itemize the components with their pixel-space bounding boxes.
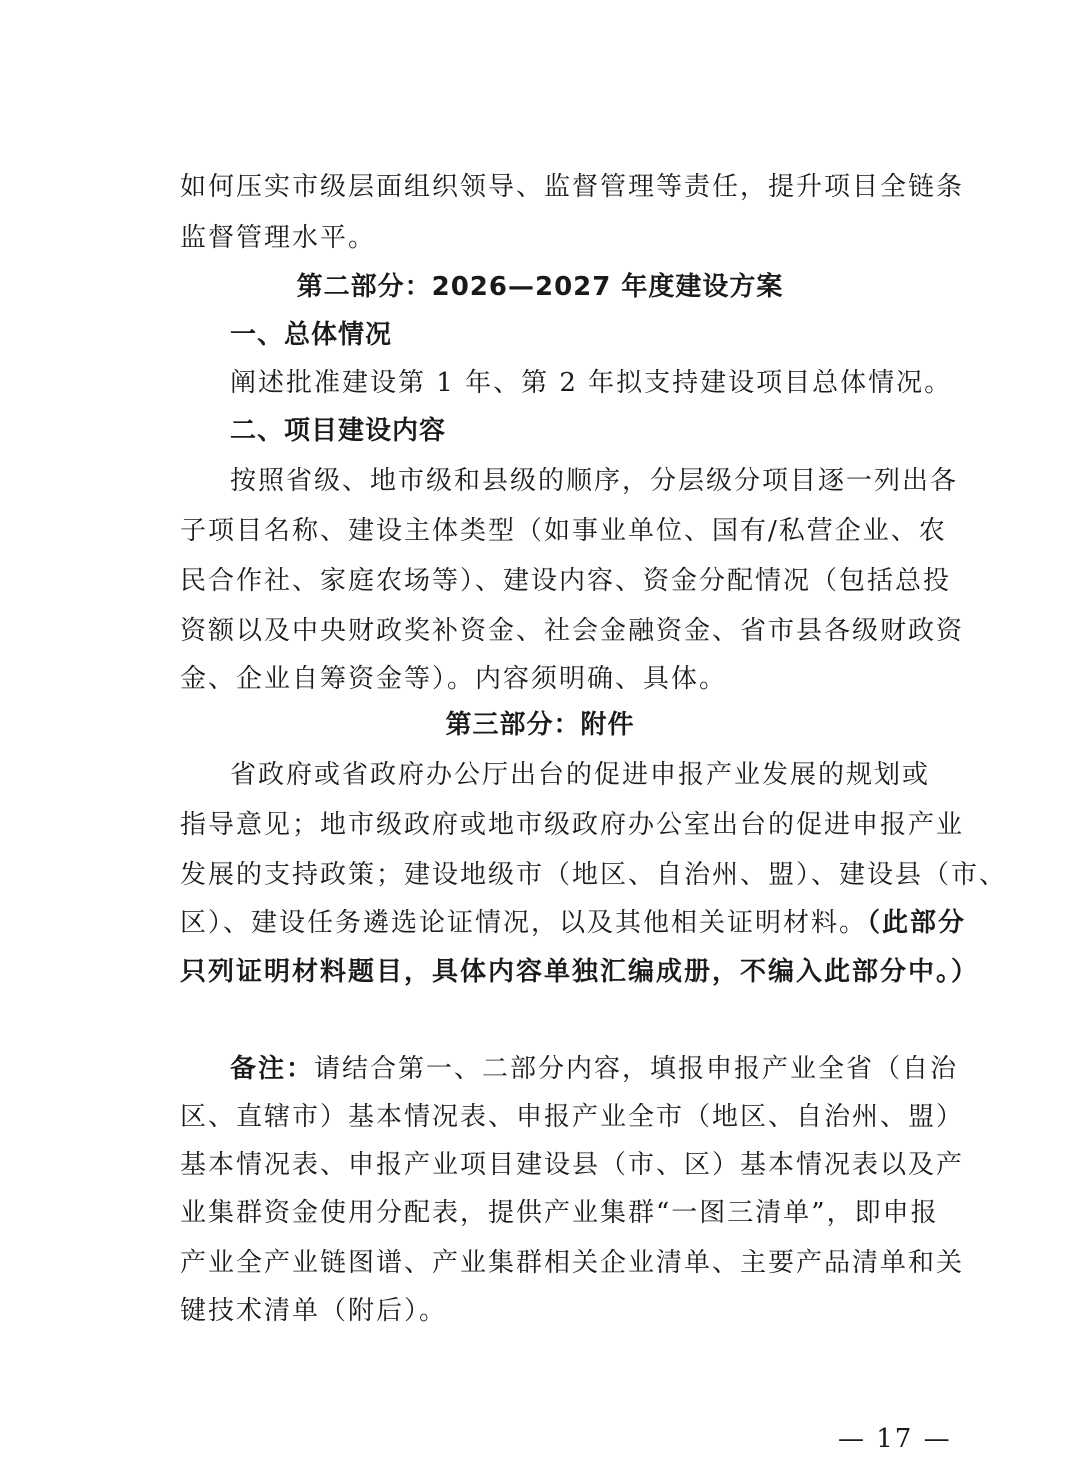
paragraph-text: 区）、建设任务遴选论证情况，以及其他相关证明材料。 [180,908,868,938]
paragraph-line: 发展的支持政策；建设地级市（地区、自治州、盟）、建设县（市、 [180,860,1008,890]
paragraph-line [180,906,966,940]
note-line: 区、直辖市）基本情况表、申报产业全市（地区、自治州、盟） [180,1102,965,1132]
paragraph-line: 指导意见；地市级政府或地市级政府办公室出台的促进申报产业 [180,810,965,840]
paragraph-line: 民合作社、家庭农场等）、建设内容、资金分配情况（包括总投 [180,566,952,596]
part3-title: 第三部分：附件 [445,710,635,740]
note-line: 产业全产业链图谱、产业集群相关企业清单、主要产品清单和关 [180,1248,965,1278]
page-number: — 17 — [838,1424,952,1454]
note-line: 业集群资金使用分配表，提供产业集群“一图三清单”，即申报 [180,1198,939,1228]
bold-note-text: （此部分 [867,908,967,938]
bold-note-line: 只列证明材料题目，具体内容单独汇编成册，不编入此部分中。） [180,957,980,987]
paragraph-line: 子项目名称、建设主体类型（如事业单位、国有/私营企业、农 [180,516,947,546]
note-line: 基本情况表、申报产业项目建设县（市、区）基本情况表以及产 [180,1150,965,1180]
note-label: 备注： [230,1054,315,1084]
note-line [230,1052,958,1086]
part2-subheading-content: 二、项目建设内容 [230,416,447,446]
paragraph-line: 按照省级、地市级和县级的顺序，分层级分项目逐一列出各 [230,466,959,496]
paragraph-line: 省政府或省政府办公厅出台的促进申报产业发展的规划或 [230,760,931,790]
note-line: 键技术清单（附后）。 [180,1296,448,1326]
part2-subheading-overview: 一、总体情况 [230,320,393,350]
paragraph-line: 阐述批准建设第 1 年、第 2 年拟支持建设项目总体情况。 [230,368,953,398]
note-text: 请结合第一、二部分内容，填报申报产业全省（自治 [314,1054,959,1084]
part2-title: 第二部分：2026—2027 年度建设方案 [296,272,784,302]
paragraph-line: 监督管理水平。 [180,223,377,253]
paragraph-line: 如何压实市级层面组织领导、监督管理等责任，提升项目全链条 [180,172,965,202]
paragraph-line: 资额以及中央财政奖补资金、社会金融资金、省市县各级财政资 [180,616,965,646]
paragraph-line: 金、企业自筹资金等）。内容须明确、具体。 [180,664,728,694]
